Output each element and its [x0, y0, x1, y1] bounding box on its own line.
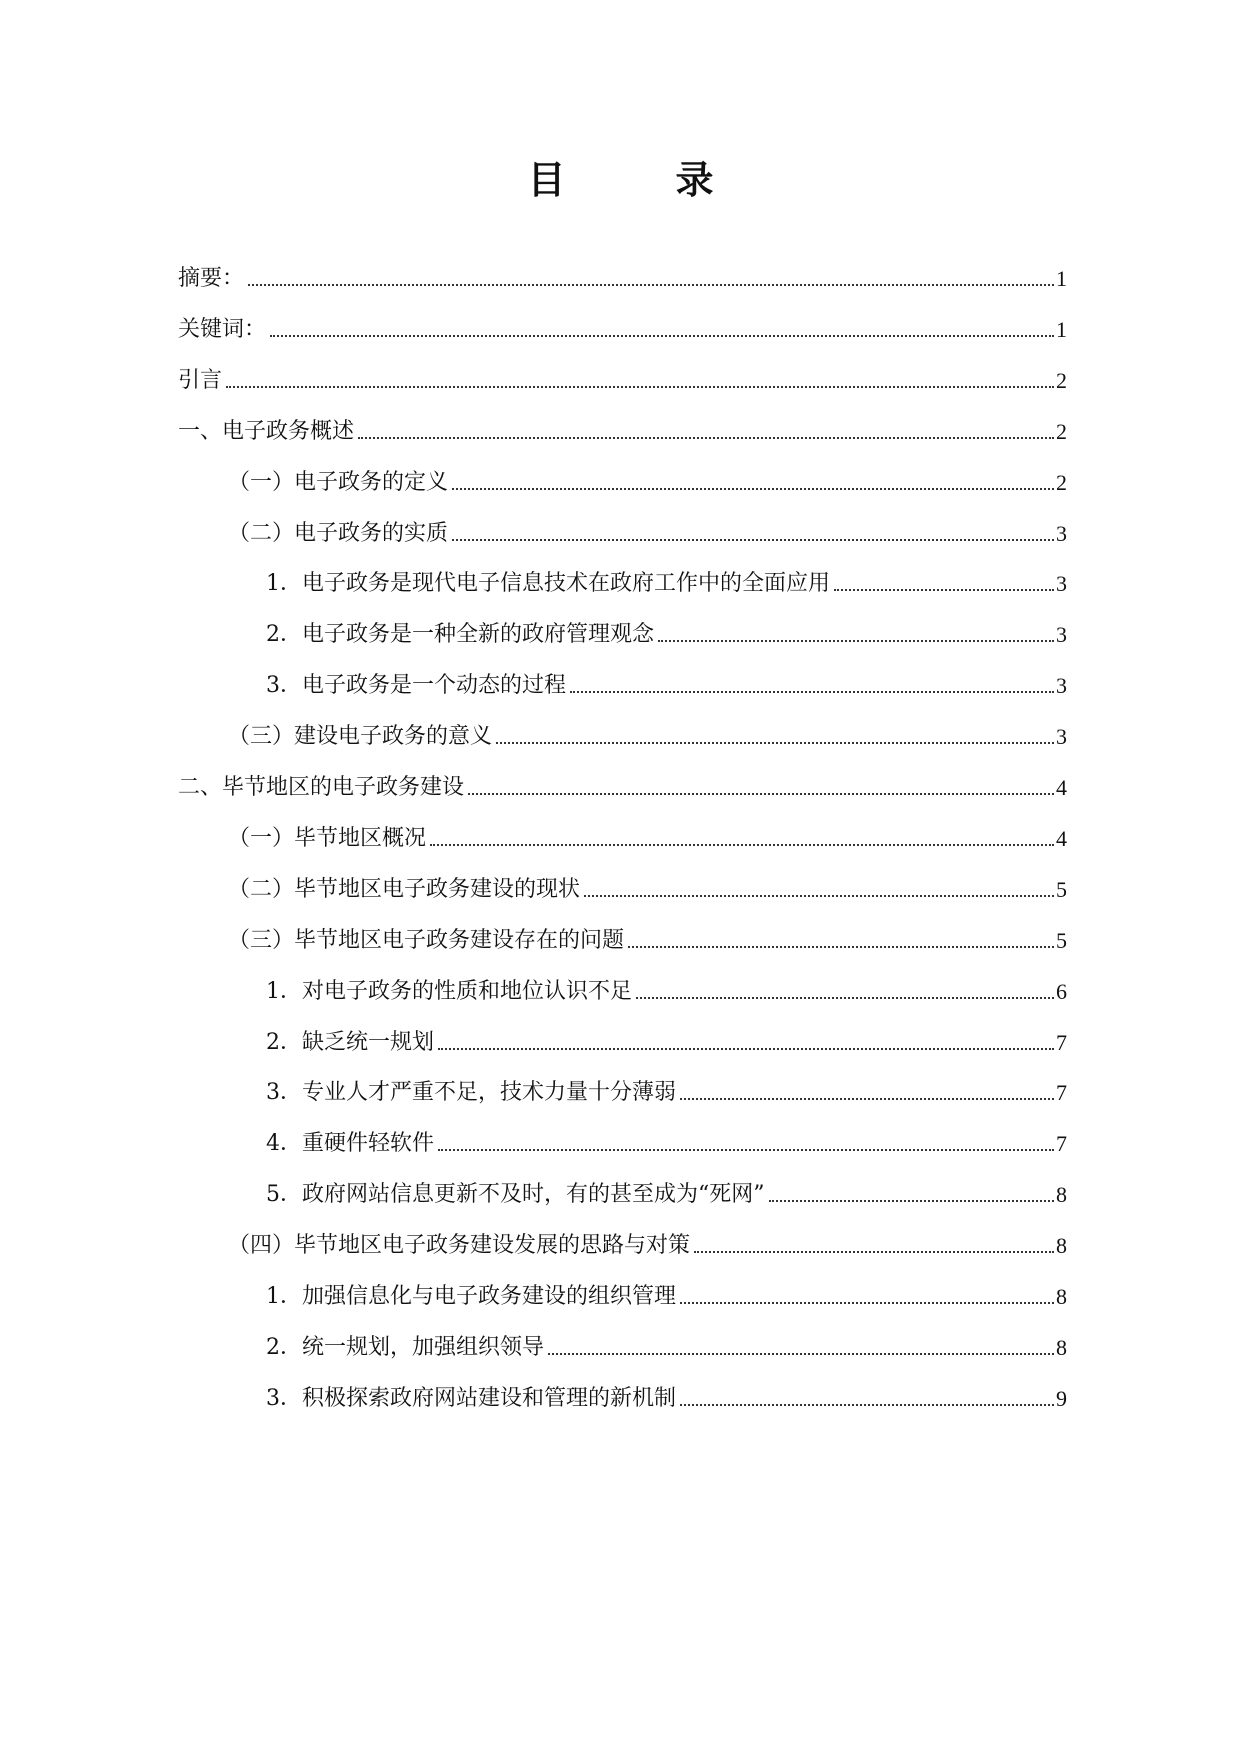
toc-entry-title: 5．政府网站信息更新不及时，有的甚至成为“死网” — [266, 1182, 765, 1207]
toc-entry-title: 3．专业人才严重不足，技术力量十分薄弱 — [266, 1080, 676, 1105]
toc-entry-title: （三）建设电子政务的意义 — [228, 724, 493, 749]
toc-entry[interactable] — [266, 1076, 1067, 1108]
toc-entry[interactable] — [266, 975, 1067, 1007]
toc-entry[interactable] — [228, 720, 1067, 752]
toc-entry[interactable] — [266, 1178, 1067, 1210]
toc-entry[interactable] — [178, 415, 1067, 447]
toc-entry-page-number: 2 — [1056, 368, 1067, 393]
dot-leader — [496, 741, 1054, 744]
dot-leader — [452, 487, 1054, 490]
dot-leader — [468, 792, 1054, 795]
dot-leader — [680, 1301, 1054, 1304]
toc-entry[interactable] — [228, 1229, 1067, 1261]
toc-entry-page-number: 4 — [1056, 775, 1067, 800]
toc-entry-title: 二、毕节地区的电子政务建设 — [178, 775, 465, 800]
toc-entry-page-number: 5 — [1056, 877, 1067, 902]
dot-leader — [270, 334, 1054, 337]
toc-entry-page-number: 7 — [1056, 1131, 1067, 1156]
toc-entry[interactable] — [266, 1280, 1067, 1312]
toc-entry[interactable] — [228, 466, 1067, 498]
dot-leader — [438, 1047, 1054, 1050]
dot-leader — [548, 1352, 1054, 1355]
dot-leader — [694, 1250, 1054, 1253]
toc-entry[interactable] — [178, 364, 1067, 396]
toc-entry[interactable] — [228, 873, 1067, 905]
toc-entry-page-number: 8 — [1056, 1335, 1067, 1360]
toc-entry-page-number: 7 — [1056, 1080, 1067, 1105]
toc-entry-page-number: 1 — [1056, 317, 1067, 342]
toc-entry-title: （二）电子政务的实质 — [228, 521, 449, 546]
toc-entry[interactable] — [178, 262, 1067, 294]
toc-entry-title: （一）电子政务的定义 — [228, 470, 449, 495]
toc-entry-page-number: 3 — [1056, 521, 1067, 546]
toc-entry-title: 1．对电子政务的性质和地位认识不足 — [266, 979, 632, 1004]
toc-entry[interactable] — [228, 517, 1067, 549]
toc-entry-page-number: 3 — [1056, 571, 1067, 596]
toc-entry-page-number: 7 — [1056, 1030, 1067, 1055]
toc-entry[interactable] — [266, 669, 1067, 701]
toc-entry-title: （四）毕节地区电子政务建设发展的思路与对策 — [228, 1233, 691, 1258]
toc-entry-page-number: 5 — [1056, 928, 1067, 953]
toc-entry-title: 4．重硬件轻软件 — [266, 1131, 434, 1156]
toc-entry-page-number: 3 — [1056, 622, 1067, 647]
page-title: 目 录 — [527, 157, 750, 202]
toc-entry-page-number: 3 — [1056, 673, 1067, 698]
dot-leader — [452, 538, 1054, 541]
toc-entry[interactable] — [266, 1026, 1067, 1058]
toc-entry-title: 2．缺乏统一规划 — [266, 1030, 434, 1055]
toc-entry[interactable] — [178, 771, 1067, 803]
toc-entry-title: 关键词： — [178, 317, 267, 342]
toc-entry-page-number: 8 — [1056, 1284, 1067, 1309]
toc-entry-title: 1．加强信息化与电子政务建设的组织管理 — [266, 1284, 676, 1309]
dot-leader — [680, 1097, 1054, 1100]
toc-entry-title: 1．电子政务是现代电子信息技术在政府工作中的全面应用 — [266, 571, 830, 596]
dot-leader — [628, 945, 1054, 948]
dot-leader — [584, 894, 1054, 897]
toc-entry-title: 3．积极探索政府网站建设和管理的新机制 — [266, 1386, 676, 1411]
toc-entry[interactable] — [228, 924, 1067, 956]
toc-entry[interactable] — [266, 1127, 1067, 1159]
dot-leader — [570, 690, 1054, 693]
toc-entry[interactable] — [266, 567, 1067, 599]
dot-leader — [226, 385, 1054, 388]
toc-entry-page-number: 9 — [1056, 1386, 1067, 1411]
toc-entry-title: 引言 — [178, 368, 223, 393]
toc-entry-page-number: 2 — [1056, 470, 1067, 495]
toc-entry-title: 一、电子政务概述 — [178, 419, 355, 444]
dot-leader — [680, 1403, 1054, 1406]
toc-entry-title: （三）毕节地区电子政务建设存在的问题 — [228, 928, 625, 953]
toc-entry-page-number: 1 — [1056, 266, 1067, 291]
toc-entry-title: 3．电子政务是一个动态的过程 — [266, 673, 566, 698]
toc-entry-title: （一）毕节地区概况 — [228, 826, 427, 851]
toc-entry[interactable] — [178, 313, 1067, 345]
dot-leader — [769, 1199, 1055, 1202]
dot-leader — [430, 843, 1054, 846]
toc-entry-page-number: 6 — [1056, 979, 1067, 1004]
dot-leader — [358, 436, 1054, 439]
toc-entry[interactable] — [266, 1331, 1067, 1363]
toc-entry-title: （二）毕节地区电子政务建设的现状 — [228, 877, 581, 902]
toc-entry-page-number: 8 — [1056, 1182, 1067, 1207]
toc-entry-title: 摘要： — [178, 266, 245, 291]
dot-leader — [438, 1148, 1054, 1151]
dot-leader — [834, 588, 1054, 591]
dot-leader — [636, 996, 1054, 999]
dot-leader — [248, 283, 1054, 286]
toc-entry[interactable] — [266, 618, 1067, 650]
dot-leader — [658, 639, 1054, 642]
toc-entry[interactable] — [228, 822, 1067, 854]
toc-entry-title: 2．统一规划，加强组织领导 — [266, 1335, 544, 1360]
toc-entry-page-number: 3 — [1056, 724, 1067, 749]
toc-entry-page-number: 8 — [1056, 1233, 1067, 1258]
toc-entry-page-number: 2 — [1056, 419, 1067, 444]
toc-entry[interactable] — [266, 1382, 1067, 1414]
toc-entry-title: 2．电子政务是一种全新的政府管理观念 — [266, 622, 654, 647]
toc-entry-page-number: 4 — [1056, 826, 1067, 851]
